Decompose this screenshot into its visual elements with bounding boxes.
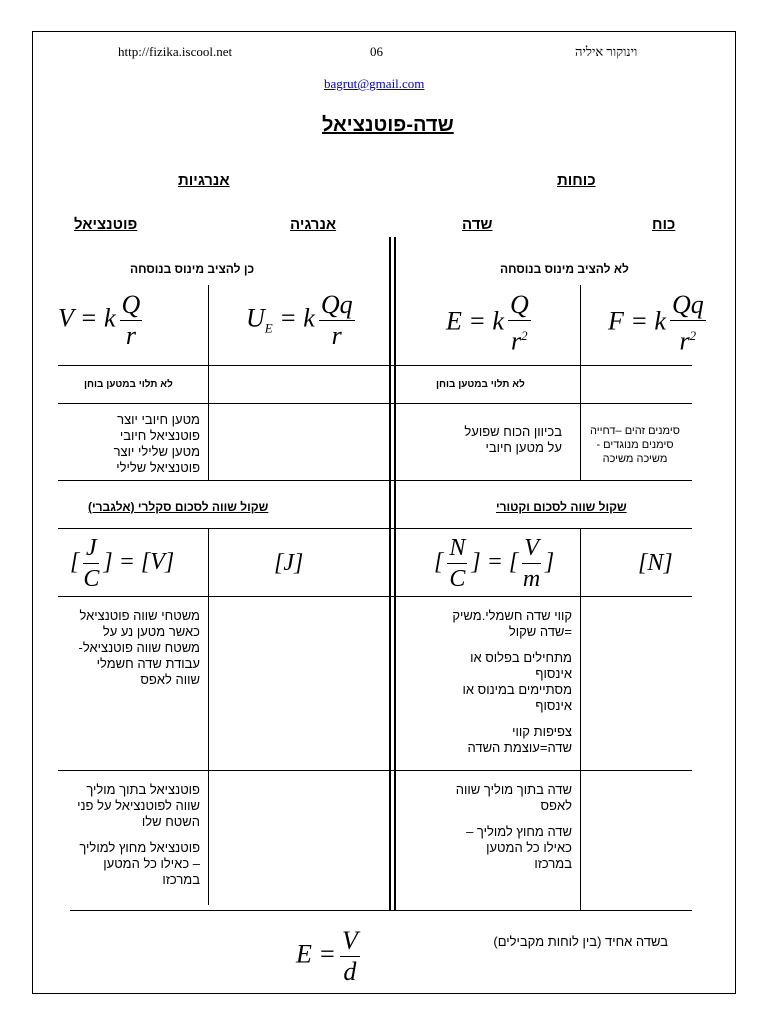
row-line-6	[58, 770, 692, 771]
potential-sign-text: מטען חיובי יוצר פוטנציאל חיובי מטען שלילי יוצר פוטנציאל שלילי	[113, 412, 200, 475]
divider-left-2	[208, 528, 209, 905]
row-line-4	[58, 528, 692, 529]
formula-field: E = k $\frac{Q}{r^2}$	[446, 290, 529, 356]
page-title: שדה-פוטנציאל	[322, 114, 454, 136]
unit-field: [ $\frac{N}{C}$ ] = [ $\frac{V}{m}$ ]	[434, 535, 555, 592]
group-energies: אנרגיות	[178, 172, 230, 189]
note-potential-independent: לא תלוי במטען בוחן	[84, 379, 173, 390]
formula-uniform-field: E = $\frac{V}{d}$	[296, 926, 358, 986]
row-line-5	[58, 596, 692, 597]
row-line-2	[58, 403, 692, 404]
formula-potential: V = k $\frac{Q}{r}$	[58, 290, 141, 350]
conductor-potential-text: פוטנציאל בתוך מוליך שווה לפוטנציאל על פני השטח שלו פוטנציאל מחוץ למוליך – כאילו כל המטען במרכזו	[77, 782, 200, 887]
note-use-minus: כן להציב מינוס בנוסחה	[130, 262, 255, 276]
note-no-minus: לא להציב מינוס בנוסחה	[500, 262, 629, 276]
column-energy: אנרגיה	[290, 216, 337, 233]
equipotential-text: משטחי שווה פוטנציאל כאשר מטען נע על משטח שווה פוטנציאל- עבודת שדה חשמלי שווה לאפס	[78, 608, 200, 687]
note-scalar-sum: שקול שווה לסכום סקלרי (אלגברי)	[88, 500, 269, 514]
uniform-field-text: בשדה אחיד (בין לוחות מקבילים)	[493, 934, 668, 949]
email-link[interactable]: bagrut@gmail.com	[324, 76, 425, 91]
note-vector-sum: שקול שווה לסכום וקטורי	[496, 500, 627, 514]
column-potential: פוטנציאל	[74, 216, 138, 233]
unit-energy: [J]	[274, 550, 304, 576]
column-field: שדה	[462, 216, 493, 233]
formula-energy: $U_E = k$ $\frac{Qq}{r}$	[246, 290, 353, 350]
row-line-1	[58, 365, 692, 366]
row-line-3	[58, 480, 692, 481]
field-lines-text: קווי שדה חשמלי.משיק =שדה שקול מתחילים בפלוס או אינסוף מסתיימים במינוס או אינסוף צפיפות קווי שדה=עוצמת השדה	[452, 608, 572, 755]
center-divider-b	[394, 237, 396, 911]
unit-potential: [ $\frac{J}{C}$ ] = [V]	[70, 535, 175, 592]
conductor-field-text: שדה בתוך מוליך שווה לאפס שדה מחוץ למוליך – כאילו כל המטען במרכזו	[455, 782, 572, 871]
note-field-independent: לא תלוי במטען בוחן	[436, 379, 525, 390]
field-direction-text: בכיוון הכוח שפועל על מטען חיובי	[464, 424, 562, 455]
row-line-7	[70, 910, 692, 911]
column-force: כוח	[652, 216, 676, 233]
center-divider-a	[389, 237, 391, 911]
unit-force: [N]	[638, 550, 673, 576]
formula-force: F = k $\frac{Qq}{r^2}$	[608, 290, 704, 356]
header-author: וינוקור איליה	[575, 44, 638, 59]
header-page-number: 06	[370, 44, 383, 59]
group-forces: כוחות	[557, 172, 596, 189]
divider-left-1	[208, 285, 209, 480]
force-sign-text: סימנים זהים –דחייה סימנים מנוגדים - משיכה משיכה	[590, 425, 680, 465]
divider-right-2	[580, 528, 581, 911]
header-url[interactable]: http://fizika.iscool.net	[118, 44, 233, 59]
